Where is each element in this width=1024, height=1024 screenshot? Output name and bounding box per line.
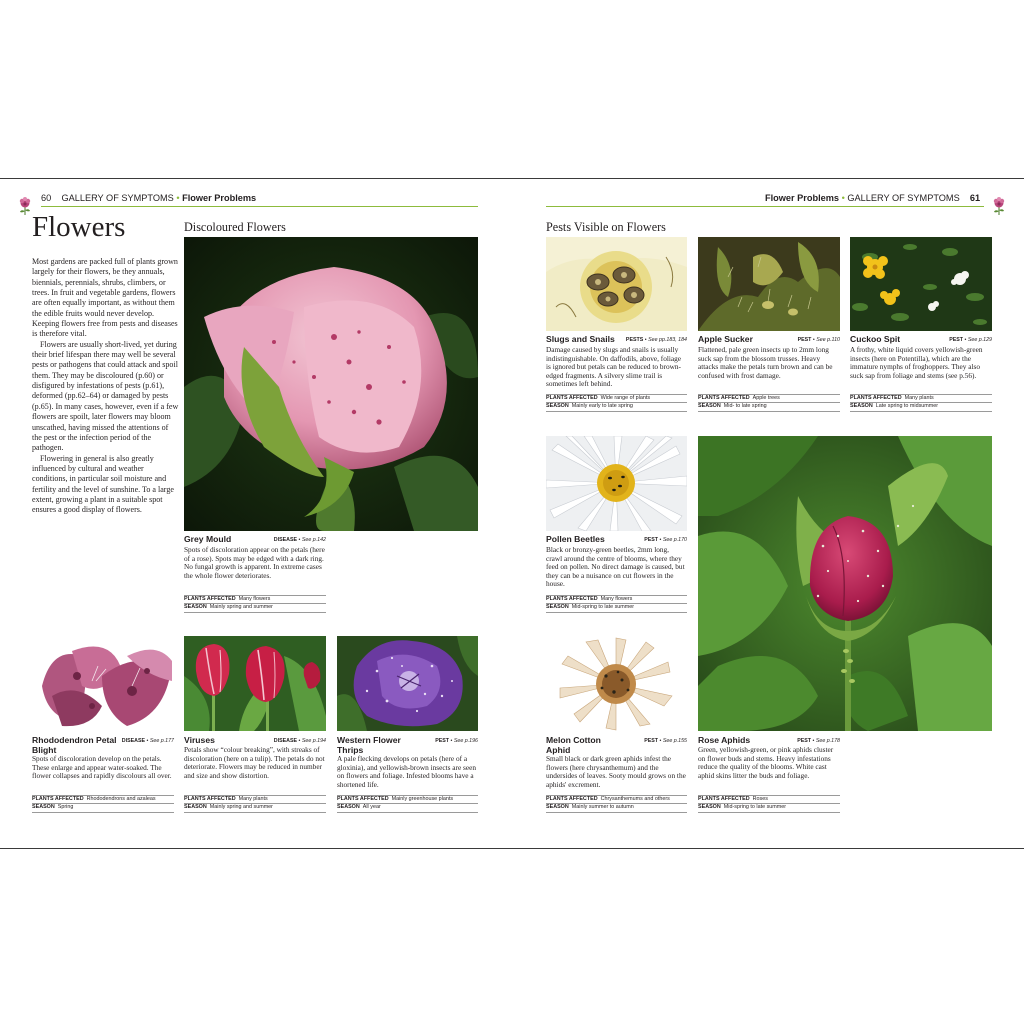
rose-aphids-type: PEST — [797, 738, 812, 744]
melon-aphid-season: Mainly summer to autumn — [571, 804, 634, 811]
cuckoo-spit-season: Late spring to midsummer — [875, 403, 939, 410]
cuckoo-spit-see: See p.129 — [967, 337, 992, 343]
rhododendron-type: DISEASE — [121, 738, 146, 744]
season-label: SEASON — [850, 403, 873, 410]
cuckoo-spit-plants: Many plants — [904, 395, 934, 401]
plants-label: PLANTS AFFECTED — [546, 395, 598, 401]
apple-sucker-title: Apple Sucker — [698, 334, 753, 344]
cuckoo-spit-photo — [850, 237, 992, 331]
season-label: SEASON — [546, 804, 569, 811]
cuckoo-spit-meta — [850, 394, 992, 412]
rhododendron-meta — [32, 795, 174, 813]
grey-mould-see: See p.142 — [301, 537, 326, 543]
rose-aphids-description: Green, yellowish-green, or pink aphids cluster on flower buds and stems. Heavy infestations reduce the quality of the blooms. White cast aphid skins litter the buds and foliage. — [698, 745, 834, 780]
section-heading-pests: Pests Visible on Flowers — [546, 220, 666, 234]
pollen-beetles-plants: Many flowers — [600, 596, 633, 602]
left-page-number: 60 — [41, 193, 52, 203]
apple-sucker-plants: Apple trees — [752, 395, 780, 401]
rose-aphids-plants: Roses — [752, 796, 768, 802]
season-label: SEASON — [32, 804, 55, 811]
season-label: SEASON — [698, 804, 721, 811]
thrips-see: See p.196 — [453, 738, 478, 744]
plants-label: PLANTS AFFECTED — [698, 796, 750, 802]
season-label: SEASON — [698, 403, 721, 410]
thrips-photo — [337, 636, 478, 731]
left-header-section: GALLERY OF SYMPTOMS — [61, 193, 174, 203]
melon-aphid-photo — [546, 636, 687, 731]
slugs-see: See pp.183, 184 — [648, 337, 687, 343]
cuckoo-spit-tag: PEST • See p.129 — [949, 337, 992, 343]
season-label: SEASON — [184, 604, 207, 611]
pollen-beetles-type: PEST — [644, 537, 659, 543]
melon-aphid-see: See p.155 — [662, 738, 687, 744]
viruses-season: Mainly spring and summer — [209, 804, 273, 811]
cuckoo-spit-description: A frothy, white liquid covers yellowish-green insects (here on Potentilla), which are the immature nymphs of froghoppers. They also suck sap from foliage and stems (see p.56). — [850, 345, 983, 380]
pollen-beetles-tag: PEST • See p.170 — [644, 537, 687, 543]
grey-mould-season: Mainly spring and summer — [209, 604, 273, 611]
thrips-type: PEST — [435, 738, 450, 744]
grey-mould-description: Spots of discoloration appear on the petals (here of a rose). Spots may be edged with a dark ring. No fungal growth is apparent. In extreme cases the whole flower deteriorates. — [184, 545, 325, 580]
thrips-tag: PEST • See p.196 — [435, 738, 478, 744]
rose-aphids-title: Rose Aphids — [698, 735, 751, 745]
plants-label: PLANTS AFFECTED — [546, 796, 598, 802]
apple-sucker-season: Mid- to late spring — [723, 403, 767, 410]
rhododendron-see: See p.177 — [149, 738, 174, 744]
rhododendron-tag: DISEASE • See p.177 — [121, 738, 174, 744]
plants-label: PLANTS AFFECTED — [184, 796, 236, 802]
melon-aphid-description: Small black or dark green aphids infest the flowers (here chrysanthemum) and the undersides of leaves. Sooty mould grows on the aphids' excrement. — [546, 754, 686, 789]
melon-aphid-tag: PEST • See p.155 — [644, 738, 687, 744]
right-header-topic: Flower Problems — [765, 193, 840, 203]
plants-label: PLANTS AFFECTED — [184, 596, 236, 602]
season-label: SEASON — [546, 604, 569, 611]
intro-paragraph: Flowering in general is also greatly influenced by cultural and weather conditions, in particular soil moisture and fertility and the level of sunshine. To a large extent, growing a plant in a suitable spot ensures a good display of flowers. — [32, 453, 174, 515]
slugs-type: PESTS — [625, 337, 644, 343]
slugs-meta — [546, 394, 687, 412]
rose-aphids-tag: PEST • See p.178 — [797, 738, 840, 744]
slugs-title: Slugs and Snails — [546, 334, 615, 344]
apple-sucker-tag: PEST • See p.110 — [797, 337, 840, 343]
season-label: SEASON — [184, 804, 207, 811]
right-header-rule — [546, 206, 984, 207]
thrips-title: Western Flower Thrips — [337, 735, 401, 755]
right-header-section: GALLERY OF SYMPTOMS — [847, 193, 960, 203]
rose-aphids-see: See p.178 — [815, 738, 840, 744]
intro-text — [32, 257, 179, 516]
rhododendron-description: Spots of discoloration develop on the petals. These enlarge and appear water-soaked. The flower collapses and rapidly discolours all over. — [32, 754, 172, 781]
viruses-tag: DISEASE • See p.194 — [273, 738, 326, 744]
slugs-plants: Wide range of plants — [600, 395, 651, 401]
apple-sucker-photo — [698, 237, 840, 331]
melon-aphid-title: Melon Cotton Aphid — [546, 735, 601, 755]
slugs-season: Mainly early to late spring — [571, 403, 633, 410]
grey-mould-tag: DISEASE • See p.142 — [273, 537, 326, 543]
rhododendron-season: Spring — [57, 804, 74, 811]
melon-aphid-meta — [546, 795, 687, 813]
flower-icon — [988, 195, 1010, 217]
plants-label: PLANTS AFFECTED — [546, 596, 598, 602]
plants-label: PLANTS AFFECTED — [32, 796, 84, 802]
right-page-header — [765, 193, 980, 203]
grey-mould-plants: Many flowers — [238, 596, 271, 602]
melon-aphid-type: PEST — [644, 738, 659, 744]
intro-paragraph: Flowers are usually short-lived, yet during their brief lifespan there may well be several pests or pathogens that could attack and spoil them. They may be discoloured (p.60) or disfigured by infestations of pests (p.61), deformed (pp.62–64) or damaged by pests (p.65). In many cases, however, even if a few flowers are spoilt, later flowers may bloom unscathed, having missed the attentions of the pest or the infection period of the pathogen. — [32, 339, 179, 453]
slugs-photo — [546, 237, 687, 331]
left-header-bullet: • — [176, 193, 180, 203]
intro-paragraph: Most gardens are packed full of plants grown largely for their flowers, be they annuals, biennials, perennials, shrubs, climbers, or trees. In fruit and vegetable gardens, flowers are often equally important, as without them the edible fruits would never develop. Keeping flowers free from pests and diseases is therefore vital. — [32, 257, 178, 339]
apple-sucker-see: See p.110 — [816, 337, 840, 343]
left-header-topic: Flower Problems — [182, 193, 257, 203]
viruses-meta — [184, 795, 326, 813]
rose-aphids-meta — [698, 795, 840, 813]
cuckoo-spit-type: PEST — [949, 337, 964, 343]
viruses-type: DISEASE — [273, 738, 298, 744]
right-page-number: 61 — [969, 193, 981, 203]
viruses-see: See p.194 — [301, 738, 326, 744]
grey-mould-photo — [184, 237, 478, 531]
melon-aphid-plants: Chrysanthemums and others — [600, 796, 670, 802]
viruses-plants: Many plants — [238, 796, 268, 802]
plants-label: PLANTS AFFECTED — [698, 395, 750, 401]
rhododendron-plants: Rhododendrons and azaleas — [86, 796, 156, 802]
viruses-photo — [184, 636, 326, 731]
pollen-beetles-season: Mid-spring to late summer — [571, 604, 635, 611]
thrips-plants: Mainly greenhouse plants — [391, 796, 454, 802]
pollen-beetles-photo — [546, 436, 687, 531]
slugs-description: Damage caused by slugs and snails is usually indistinguishable. On daffodils, above, foliage is ignored but petals can be reduced to brown-edged fragments. A silvery slime trail is sometimes left behind. — [546, 345, 682, 389]
grey-mould-title: Grey Mould — [184, 534, 232, 544]
pollen-beetles-meta — [546, 595, 687, 613]
rose-aphids-season: Mid-spring to late summer — [723, 804, 787, 811]
apple-sucker-description: Flattened, pale green insects up to 2mm long suck sap from the blossom trusses. Heavy attacks make the petals turn brown and can be confused with frost damage. — [698, 345, 833, 380]
thrips-season: All year — [362, 804, 381, 811]
left-page-header — [41, 193, 256, 203]
rhododendron-title: Rhododendron Petal Blight — [32, 735, 117, 755]
season-label: SEASON — [337, 804, 360, 811]
pollen-beetles-description: Black or bronzy-green beetles, 2mm long, crawl around the centre of blooms, where they feed on pollen. No direct damage is caused, but they can be a nuisance on cut flowers in the house. — [546, 545, 685, 589]
slugs-tag: PESTS • See pp.183, 184 — [625, 337, 687, 343]
season-label: SEASON — [546, 403, 569, 410]
right-header-bullet: • — [841, 193, 845, 203]
left-header-rule — [41, 206, 478, 207]
section-heading-discoloured: Discoloured Flowers — [184, 220, 286, 234]
rose-aphids-photo — [698, 436, 992, 731]
rhododendron-photo — [32, 636, 174, 731]
grey-mould-type: DISEASE — [273, 537, 298, 543]
apple-sucker-type: PEST — [797, 337, 812, 343]
page-title: Flowers — [32, 211, 126, 243]
apple-sucker-meta — [698, 394, 840, 412]
plants-label: PLANTS AFFECTED — [337, 796, 389, 802]
cuckoo-spit-title: Cuckoo Spit — [850, 334, 901, 344]
viruses-title: Viruses — [184, 735, 215, 745]
pollen-beetles-title: Pollen Beetles — [546, 534, 605, 544]
thrips-meta — [337, 795, 478, 813]
pollen-beetles-see: See p.170 — [662, 537, 687, 543]
grey-mould-meta — [184, 595, 326, 613]
plants-label: PLANTS AFFECTED — [850, 395, 902, 401]
thrips-description: A pale flecking develops on petals (here of a gloxinia), and yellowish-brown insects are seen on flowers and foliage. Infested blooms have a shortened life. — [337, 754, 477, 789]
viruses-description: Petals show “colour breaking”, with streaks of discoloration (here on a tulip). The petals do not deteriorate. Flowers may be reduced in number and size and show distortion. — [184, 745, 325, 780]
